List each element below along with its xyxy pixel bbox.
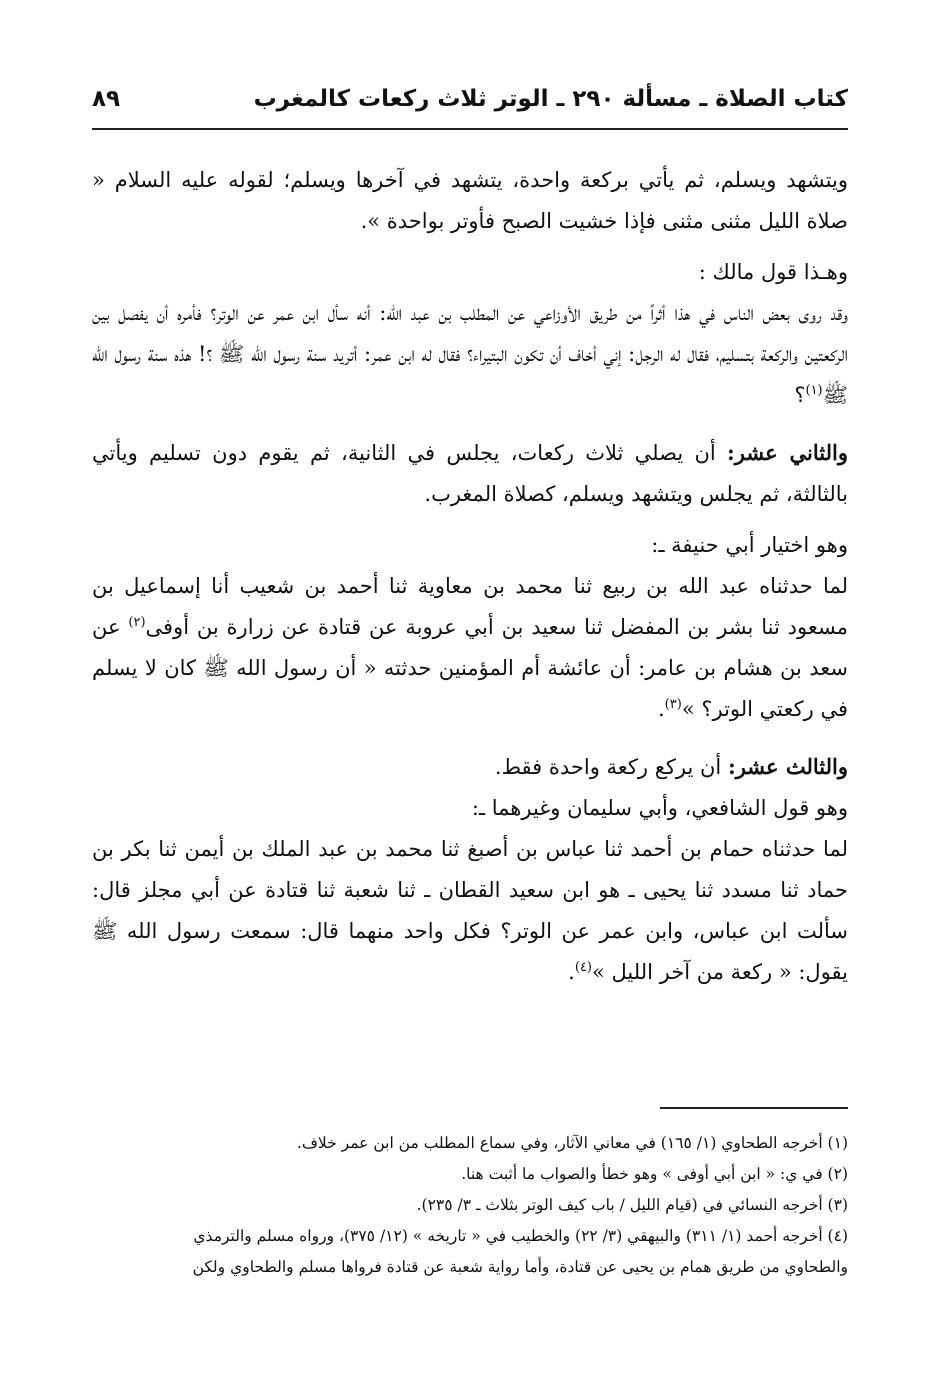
paragraph-7-text: أن يركع ركعة واحدة فقط.	[494, 755, 722, 779]
footnote-ref-1: (١)	[805, 383, 823, 398]
footnotes	[92, 1128, 848, 1283]
paragraph-1-line-2: « صلاة الليل مثنى مثنى فإذا خشيت الصبح فأوتر بواحدة ».	[92, 168, 848, 233]
paragraph-4	[92, 432, 848, 515]
paragraph-6-end: .	[657, 697, 665, 721]
paragraph-4-text: أن يصلي ثلاث ركعات، يجلس في الثانية، ثم يقوم دون تسليم ويأتي بالثالثة، ثم يجلس ويتشهد ويسلم، كصلاة المغرب.	[92, 441, 848, 506]
paragraph-9	[92, 829, 848, 993]
paragraph-3	[92, 293, 848, 416]
running-header	[92, 82, 848, 122]
footnote-4-line-2: والطحاوي من طريق همام بن يحيى عن قتادة، وأما رواية شعبة عن قتادة فرواها مسلم والطحاوي ولكن	[192, 1258, 848, 1276]
footnote-3: (٣) أخرجه النسائي في (قيام الليل / باب كيف الوتر بثلاث ـ ٣/ ٢٣٥).	[416, 1196, 848, 1214]
chapter-title: كتاب الصلاة ـ مسألة ٢٩٠ ـ الوتر ثلاث ركعات كالمغرب	[253, 86, 848, 112]
paragraph-9-end: .	[568, 960, 575, 984]
paragraph-8: وهو قول الشافعي، وأبي سليمان وغيرهما ـ:	[471, 796, 848, 820]
main-text	[92, 160, 848, 993]
paragraph-3-text: وقد روى بعض الناس في هذا أثراً من طريق الأوزاعي عن المطلب بن عبد الله: أنه سأل ابن عمر عن الوتر؟ فأمره أن يفصل بين الركعتين والركعة بتسليم، فقال له الرجل: إني أخاف أن تكون البتيراء؟ فقال له ابن عمر: أتريد سنة رسول الله ﷺ ؟! هذه سنة رسول الله ﷺ	[92, 301, 848, 407]
section-thirteen-label: والثالث عشر:	[727, 754, 848, 779]
paragraph-6-text-b: عن سعد بن هشام بن عامر: أن عائشة أم المؤمنين حدثته « أن رسول الله ﷺ كان لا يسلم في ركعتي الوتر؟ »	[92, 615, 848, 721]
footnote-ref-4: (٤)	[574, 960, 592, 975]
section-twelve-label: والثاني عشر:	[727, 440, 848, 465]
paragraph-9-text: لما حدثناه حمام بن أحمد ثنا عباس بن أصبغ ثنا محمد بن عبد الملك بن أيمن ثنا بكر بن حماد ثنا مسدد ثنا يحيى ـ هو ابن سعيد القطان ـ ثنا شعبة ثنا قتادة عن أبي مجلز قال: سألت ابن عباس، وابن عمر عن الوتر؟ فكل واحد منهما قال: سمعت رسول الله ﷺ يقول: « ركعة من آخر الليل »	[92, 837, 848, 984]
footnote-ref-3: (٣)	[664, 697, 682, 712]
paragraph-6	[92, 566, 848, 730]
header-divider	[92, 128, 848, 130]
paragraph-5: وهو اختيار أبي حنيفة ـ:	[651, 533, 848, 557]
paragraph-7	[92, 746, 848, 788]
paragraph-6-text-a: لما حدثناه عبد الله بن ربيع ثنا محمد بن معاوية ثنا أحمد بن شعيب أنا إسماعيل بن مسعود ثنا بشر بن المفضل ثنا سعيد بن أبي عروبة عن قتادة عن زرارة بن أوفى	[92, 574, 848, 639]
footnote-1: (١) أخرجه الطحاوي (١/ ١٦٥) في معاني الآثار، وفي سماع المطلب من ابن عمر خلاف.	[296, 1134, 848, 1152]
paragraph-2: وهـذا قول مالك :	[698, 260, 848, 284]
footnote-divider	[660, 1107, 848, 1109]
footnote-ref-2: (٢)	[128, 615, 146, 630]
paragraph-3-end: ؟	[794, 383, 806, 407]
footnote-4-line-1: (٤) أخرجه أحمد (١/ ٣١١) والبيهقي (٣/ ٢٢) والخطيب في « تاريخه » (١٢/ ٣٧٥)، ورواه مسلم والترمذي	[193, 1227, 848, 1245]
paragraph-1	[92, 160, 848, 242]
paragraph-1-line-1: ويتشهد ويسلم، ثم يأتي بركعة واحدة، يتشهد في آخرها ويسلم؛ لقوله عليه السلام	[114, 168, 848, 192]
page-number: ٨٩	[92, 86, 121, 112]
footnote-2: (٢) في ي: « ابن أبي أوفى » وهو خطأ والصواب ما أثبت هنا.	[461, 1165, 848, 1183]
